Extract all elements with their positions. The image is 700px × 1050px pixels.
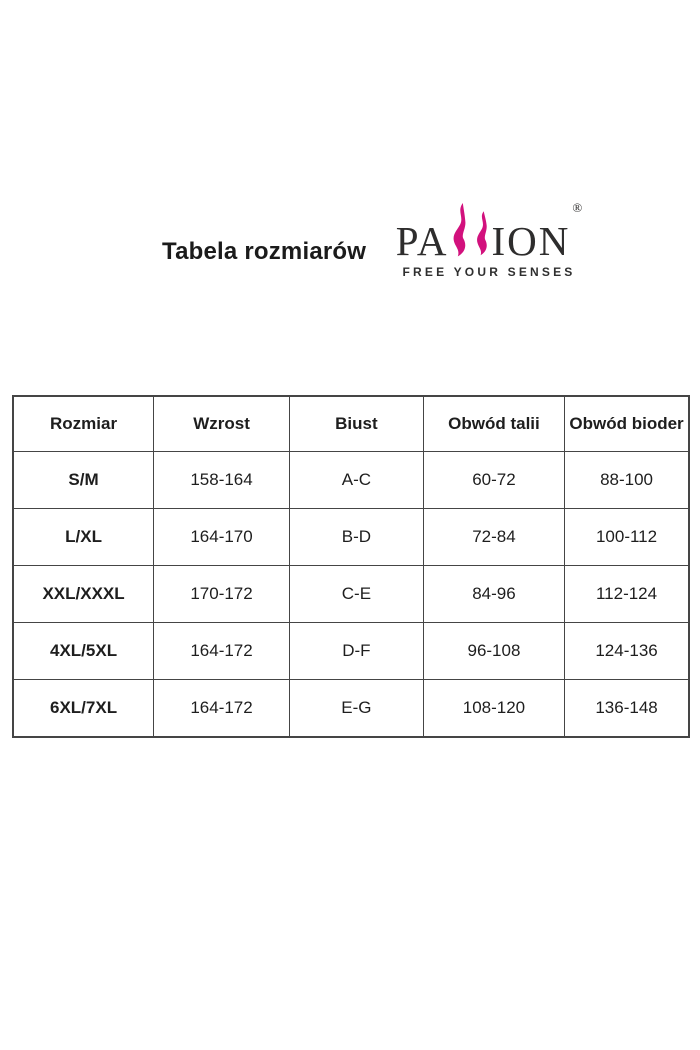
size-cell: L/XL	[13, 509, 154, 566]
value-cell: 164-172	[154, 680, 290, 738]
size-cell: 4XL/5XL	[13, 623, 154, 680]
column-header: Obwód talii	[423, 396, 564, 452]
brand-logo-wordmark	[391, 200, 587, 265]
table-row	[13, 566, 689, 623]
value-cell: 84-96	[423, 566, 564, 623]
table-header-row	[13, 396, 689, 452]
value-cell: 72-84	[423, 509, 564, 566]
value-cell: 124-136	[565, 623, 689, 680]
value-cell: 170-172	[154, 566, 290, 623]
size-cell: XXL/XXXL	[13, 566, 154, 623]
column-header: Rozmiar	[13, 396, 154, 452]
table-row	[13, 623, 689, 680]
value-cell: A-C	[289, 452, 423, 509]
table-row	[13, 452, 689, 509]
value-cell: E-G	[289, 680, 423, 738]
registered-trademark-icon: ®	[572, 200, 583, 215]
flame-icon	[450, 203, 490, 261]
column-header: Biust	[289, 396, 423, 452]
brand-logo	[391, 200, 587, 279]
column-header: Obwód bioder	[565, 396, 689, 452]
size-cell: S/M	[13, 452, 154, 509]
value-cell: 88-100	[565, 452, 689, 509]
value-cell: 96-108	[423, 623, 564, 680]
page-title: Tabela rozmiarów	[162, 238, 367, 265]
value-cell: C-E	[289, 566, 423, 623]
logo-text-ion: ION	[491, 218, 571, 265]
value-cell: 164-172	[154, 623, 290, 680]
table-body	[13, 452, 689, 738]
brand-tagline: FREE YOUR SENSES	[402, 265, 576, 279]
value-cell: 100-112	[565, 509, 689, 566]
value-cell: 136-148	[565, 680, 689, 738]
size-cell: 6XL/7XL	[13, 680, 154, 738]
value-cell: 60-72	[423, 452, 564, 509]
column-header: Wzrost	[154, 396, 290, 452]
table-row	[13, 680, 689, 738]
logo-text-pa: PA	[395, 218, 449, 265]
value-cell: 108-120	[423, 680, 564, 738]
size-table	[12, 395, 690, 738]
table-row	[13, 509, 689, 566]
value-cell: D-F	[289, 623, 423, 680]
value-cell: B-D	[289, 509, 423, 566]
value-cell: 164-170	[154, 509, 290, 566]
value-cell: 158-164	[154, 452, 290, 509]
value-cell: 112-124	[565, 566, 689, 623]
